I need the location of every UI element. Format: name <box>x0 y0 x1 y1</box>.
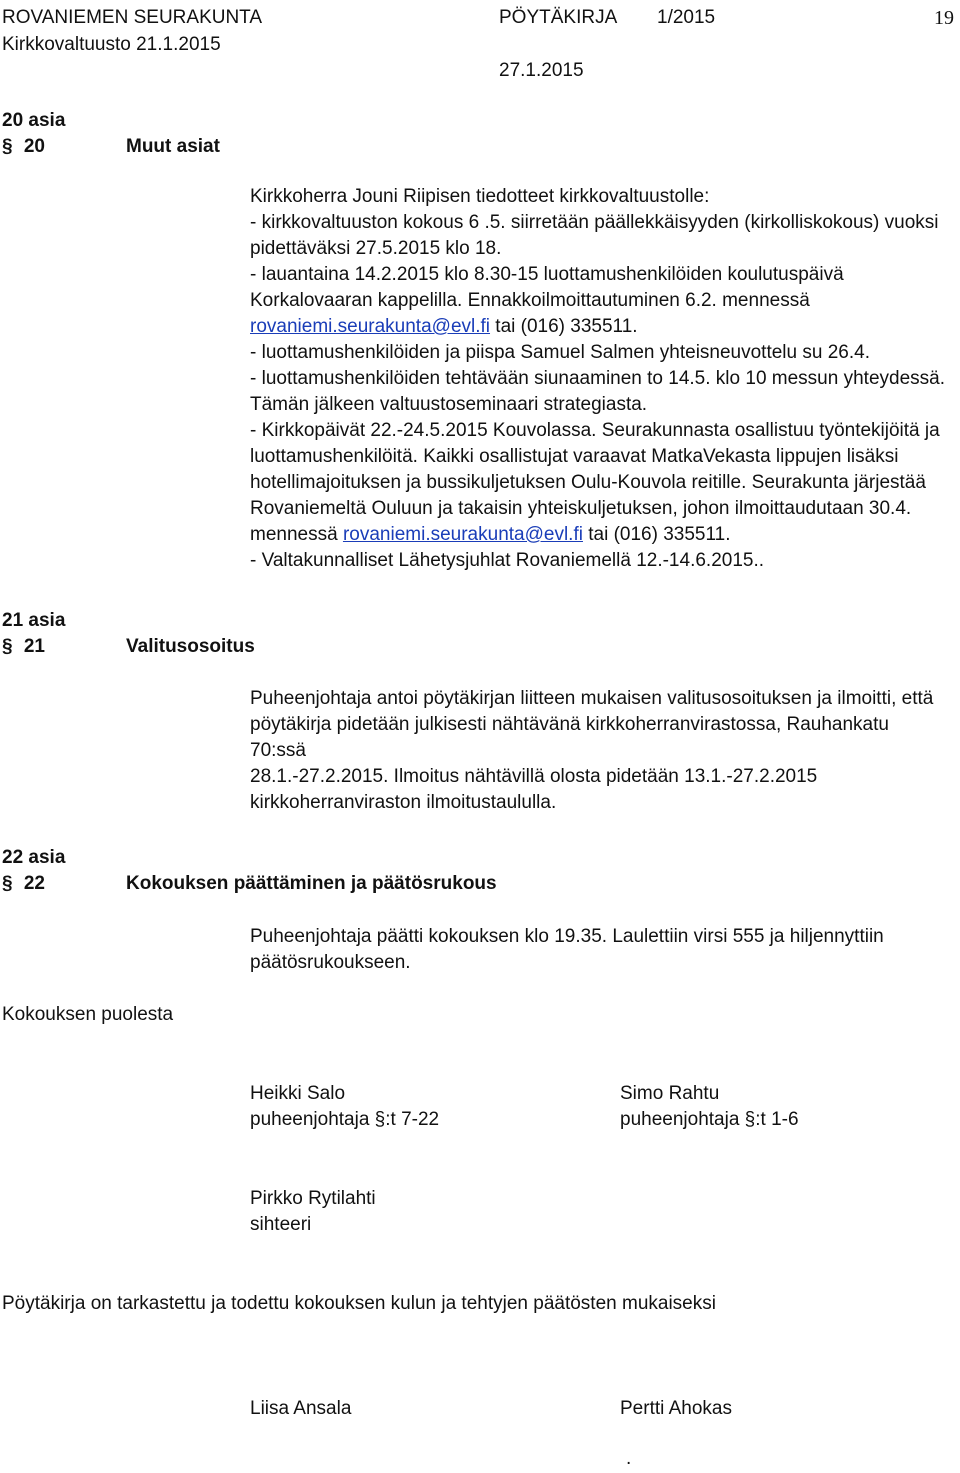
body-line: Korkalovaaran kappelilla. Ennakkoilmoittautuminen 6.2. mennessä <box>250 290 810 311</box>
section-21-number: 21 <box>23 636 45 657</box>
phone-text: tai (016) 335511. <box>490 316 638 337</box>
secretary-name: Pirkko Rytilahti <box>250 1188 376 1209</box>
chair1-name: Heikki Salo <box>250 1083 346 1104</box>
body-line: - lauantaina 14.2.2015 klo 8.30-15 luottamushenkilöiden koulutuspäivä <box>250 264 844 285</box>
section-mark: § <box>2 636 13 657</box>
verifier2-name: Pertti Ahokas <box>620 1398 732 1419</box>
section-mark: § <box>2 873 13 894</box>
body-line: - kirkkovaltuuston kokous 6 .5. siirretään päällekkäisyyden (kirkolliskokous) vuoksi <box>250 212 939 233</box>
body-line: 28.1.-27.2.2015. Ilmoitus nähtävillä olosta pidetään 13.1.-27.2.2015 <box>250 766 818 787</box>
doc-date: 27.1.2015 <box>499 60 584 81</box>
section-20-asia: 20 asia <box>2 110 66 131</box>
body-line: - Kirkkopäivät 22.-24.5.2015 Kouvolassa. Seurakunnasta osallistuu työntekijöitä ja <box>250 420 940 441</box>
body-line: hotellimajoituksen ja bussikuljetuksen Oulu-Kouvola reitille. Seurakunta järjestää <box>250 472 926 493</box>
org-name: ROVANIEMEN SEURAKUNTA <box>2 7 263 28</box>
section-20-heading <box>2 134 45 160</box>
body-line <box>250 314 950 340</box>
page-number: 19 <box>934 7 954 29</box>
section-22-heading <box>2 871 45 897</box>
meeting-label: Kirkkovaltuusto 21.1.2015 <box>2 34 221 55</box>
on-behalf-label: Kokouksen puolesta <box>2 1004 174 1025</box>
secretary-role: sihteeri <box>250 1214 312 1235</box>
doc-type: PÖYTÄKIRJA <box>499 7 618 28</box>
body-line: Puheenjohtaja antoi pöytäkirjan liitteen mukaisen valitusosoituksen ja ilmoitti, että <box>250 688 934 709</box>
body-line: kirkkoherranviraston ilmoitustaululla. <box>250 792 557 813</box>
doc-number: 1/2015 <box>657 7 716 28</box>
section-mark: § <box>2 136 13 157</box>
body-line: - luottamushenkilöiden tehtävään siunaaminen to 14.5. klo 10 messun yhteydessä. <box>250 368 945 389</box>
body-line: pöytäkirja pidetään julkisesti nähtävänä kirkkoherranvirastossa, Rauhankatu 70:ssä <box>250 714 889 761</box>
body-line: Rovaniemeltä Ouluun ja takaisin yhteiskuljetuksen, johon ilmoittaudutaan 30.4. <box>250 498 912 519</box>
body-line: pidettäväksi 27.5.2015 klo 18. <box>250 238 502 259</box>
body-line: päätösrukoukseen. <box>250 952 411 973</box>
section-22-body <box>250 924 950 976</box>
body-line: - Valtakunnalliset Lähetysjuhlat Rovaniemellä 12.-14.6.2015.. <box>250 550 765 571</box>
chair2-name: Simo Rahtu <box>620 1083 720 1104</box>
section-22-title: Kokouksen päättäminen ja päätösrukous <box>126 873 497 894</box>
body-line: Kirkkoherra Jouni Riipisen tiedotteet kirkkovaltuustolle: <box>250 186 710 207</box>
body-line <box>250 522 950 548</box>
body-line: Puheenjohtaja päätti kokouksen klo 19.35. Laulettiin virsi 555 ja hiljennyttiin <box>250 926 884 947</box>
body-line: Tämän jälkeen valtuustoseminaari strategiasta. <box>250 394 648 415</box>
chair2-role: puheenjohtaja §:t 1-6 <box>620 1109 799 1130</box>
chair1-role: puheenjohtaja §:t 7-22 <box>250 1109 440 1130</box>
body-line: luottamushenkilöitä. Kaikki osallistujat varaavat MatkaVekasta lippujen lisäksi <box>250 446 899 467</box>
section-20-title: Muut asiat <box>126 136 220 157</box>
email-link[interactable]: rovaniemi.seurakunta@evl.fi <box>342 524 583 545</box>
section-21-heading <box>2 634 45 660</box>
verifier1-name: Liisa Ansala <box>250 1398 352 1419</box>
trailing-dot: . <box>626 1448 632 1469</box>
verification-text: Pöytäkirja on tarkastettu ja todettu kokouksen kulun ja tehtyjen päätösten mukaiseksi <box>2 1293 716 1314</box>
prefix-text: mennessä <box>250 524 343 545</box>
section-20-number: 20 <box>23 136 45 157</box>
section-20-body <box>250 184 950 574</box>
body-line: - luottamushenkilöiden ja piispa Samuel Salmen yhteisneuvottelu su 26.4. <box>250 342 870 363</box>
section-22-number: 22 <box>23 873 45 894</box>
email-link[interactable]: rovaniemi.seurakunta@evl.fi <box>250 316 491 337</box>
section-21-body <box>250 686 950 816</box>
section-22-asia: 22 asia <box>2 847 66 868</box>
phone-text: tai (016) 335511. <box>582 524 731 545</box>
section-21-asia: 21 asia <box>2 610 66 631</box>
section-21-title: Valitusosoitus <box>126 636 255 657</box>
